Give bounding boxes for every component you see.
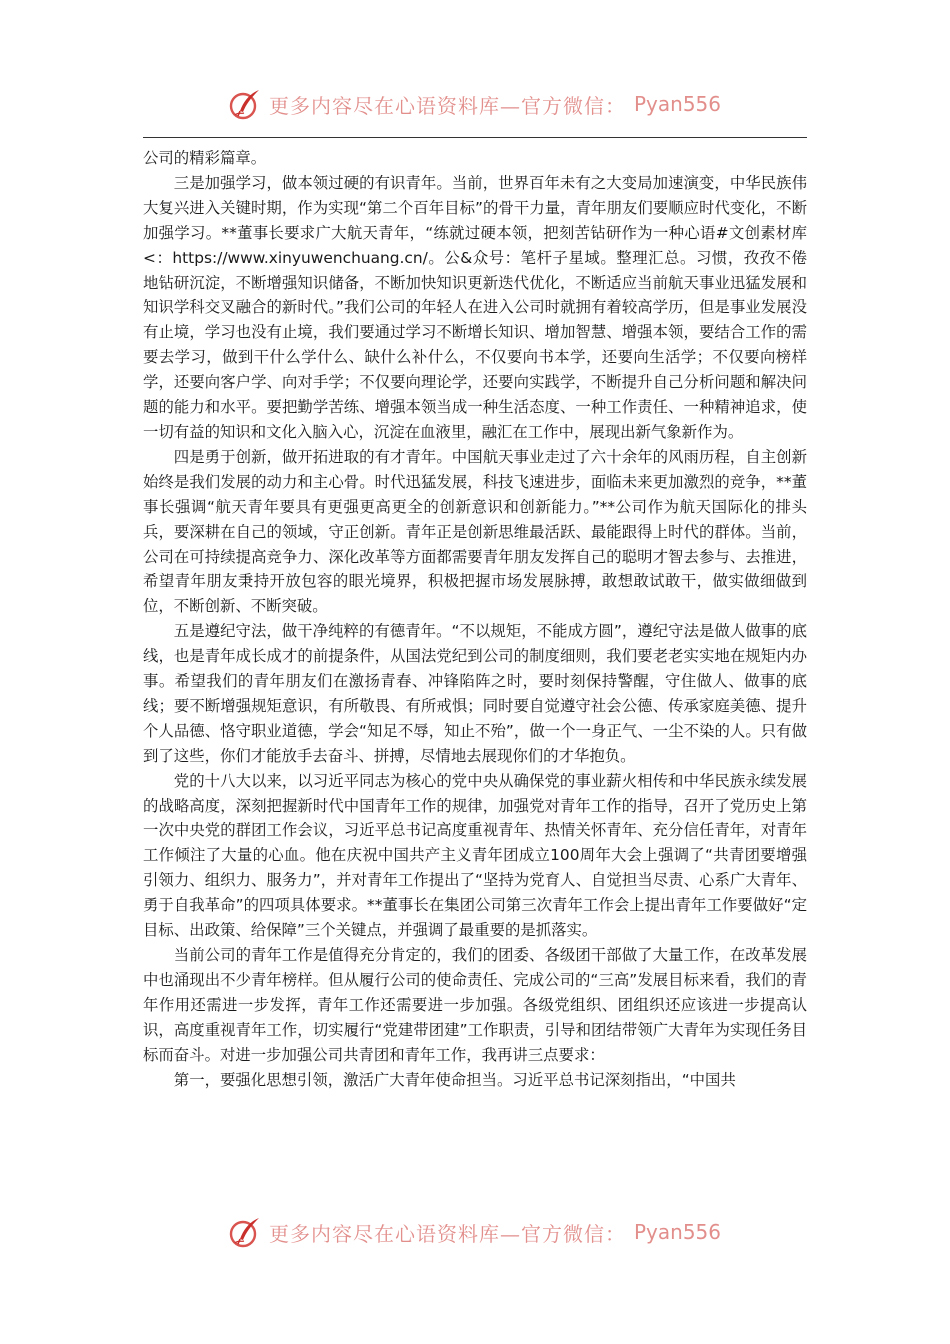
paragraph-first-requirement: 第一，要强化思想引领，激活广大青年使命担当。习近平总书记深刻指出，“中国共 bbox=[173, 1070, 736, 1089]
paragraph-youth-work: 当前公司的青年工作是值得充分肯定的，我们的团委、各级团干部做了大量工作，在改革发展中也涌现出不少青年榜样。但从履行公司的使命责任、完成公司的“三高”发展目标来看，我们的青年作用还需进一步发挥，青年工作还需要进一步加强。各级党组织、团组织还应该进一步提高认识，高度重视青年工作，切实履行“党建带团建”工作职责，引导和团结带领广大青年为实现任务目标而奋斗。对进一步加强公司共青团和青年工作，我再讲三点要求： bbox=[143, 946, 807, 1064]
watermark-wechat-id: Pyan556 bbox=[633, 92, 721, 116]
paragraph-learning: 三是加强学习，做本领过硬的有识青年。当前，世界百年未有之大变局加速演变，中华民族伟大复兴进入关键时期，作为实现“第二个百年目标”的骨干力量，青年朋友们要顺应时代变化，不断加强学习。**董事长要求广大航天青年，“练就过硬本领，把刻苦钻研作为一种心语#文创素材库<：https://www.xinyuwenchuang.cn/。公&众号：笔杆子星域。整理汇总。习惯，孜孜不倦地钻研沉淀，不断增强知识储备，不断加快知识更新迭代优化，不断适应当前航天事业迅猛发展和知识学科交叉融合的新时代。”我们公司的年轻人在进入公司时就拥有着较高学历，但是事业发展没有止境，学习也没有止境，我们要通过学习不断增长知识、增加智慧、增强本领，要结合工作的需要去学习，做到干什么学什么、缺什么补什么，不仅要向书本学，还要向生活学；不仅要向榜样学，还要向客户学、向对手学；不仅要向理论学，还要向实践学，不断提升自己分析问题和解决问题的能力和水平。要把勤学苦练、增强本领当成一种生活态度、一种工作责任、一种精神追求，使一切有益的知识和文化入脑入心，沉淀在血液里，融汇在工作中，展现出新气象新作为。 bbox=[143, 173, 807, 441]
paragraph-party-congress: 党的十八大以来，以习近平同志为核心的党中央从确保党的事业薪火相传和中华民族永续发展的战略高度，深刻把握新时代中国青年工作的规律，加强党对青年工作的指导，召开了党历史上第一次中央党的群团工作会议，习近平总书记高度重视青年、热情关怀青年、充分信任青年，对青年工作倾注了大量的心血。他在庆祝中国共产主义青年团成立100周年大会上强调了“共青团要增强引领力、组织力、服务力”，并对青年工作提出了“坚持为党育人、自觉担当尽责、心系广大青年、勇于自我革命”的四项具体要求。**董事长在集团公司第三次青年工作会上提出青年工作要做好“定目标、出政策、给保障”三个关键点，并强调了最重要的是抓落实。 bbox=[143, 771, 807, 940]
quill-logo-icon bbox=[229, 87, 263, 121]
watermark-wechat-id: Pyan556 bbox=[633, 1220, 721, 1244]
watermark-brand bbox=[229, 87, 721, 121]
watermark-footer bbox=[0, 1212, 950, 1252]
document-body bbox=[143, 146, 807, 1092]
header-divider bbox=[143, 137, 807, 138]
paragraph-continuation: 公司的精彩篇章。 bbox=[143, 149, 267, 167]
paragraph-discipline: 五是遵纪守法，做干净纯粹的有德青年。“不以规矩，不能成方圆”，遵纪守法是做人做事的底线，也是青年成长成才的前提条件，从国法党纪到公司的制度细则，我们要老老实实地在规矩内办事。希望我们的青年朋友们在激扬青春、冲锋陷阵之时，要时刻保持警醒，守住做人、做事的底线；要不断增强规矩意识，有所敬畏、有所戒惧；同时要自觉遵守社会公德、传承家庭美德、提升个人品德、恪守职业道德，学会“知足不辱，知止不殆”，做一个一身正气、一尘不染的人。只有做到了这些，你们才能放手去奋斗、拼搏，尽情地去展现你们的才华抱负。 bbox=[143, 622, 807, 765]
paragraph-innovation: 四是勇于创新，做开拓进取的有才青年。中国航天事业走过了六十余年的风雨历程，自主创新始终是我们发展的动力和主心骨。时代迅猛发展，科技飞速进步，面临未来更加激烈的竞争，**董事长强调“航天青年要具有更强更高更全的创新意识和创新能力。”**公司作为航天国际化的排头兵，要深耕在自己的领域，守正创新。青年正是创新思维最活跃、最能跟得上时代的群体。当前，公司在可持续提高竞争力、深化改革等方面都需要青年朋友发挥自己的聪明才智去参与、去推进，希望青年朋友秉持开放包容的眼光境界，积极把握市场发展脉搏，敢想敢试敢干，做实做细做到位，不断创新、不断突破。 bbox=[143, 447, 807, 616]
watermark-header bbox=[0, 84, 950, 124]
watermark-text: 更多内容尽在心语资料库—官方微信： bbox=[268, 1221, 626, 1246]
watermark-text: 更多内容尽在心语资料库—官方微信： bbox=[268, 93, 626, 118]
watermark-brand bbox=[229, 1215, 721, 1249]
quill-logo-icon bbox=[229, 1215, 263, 1249]
